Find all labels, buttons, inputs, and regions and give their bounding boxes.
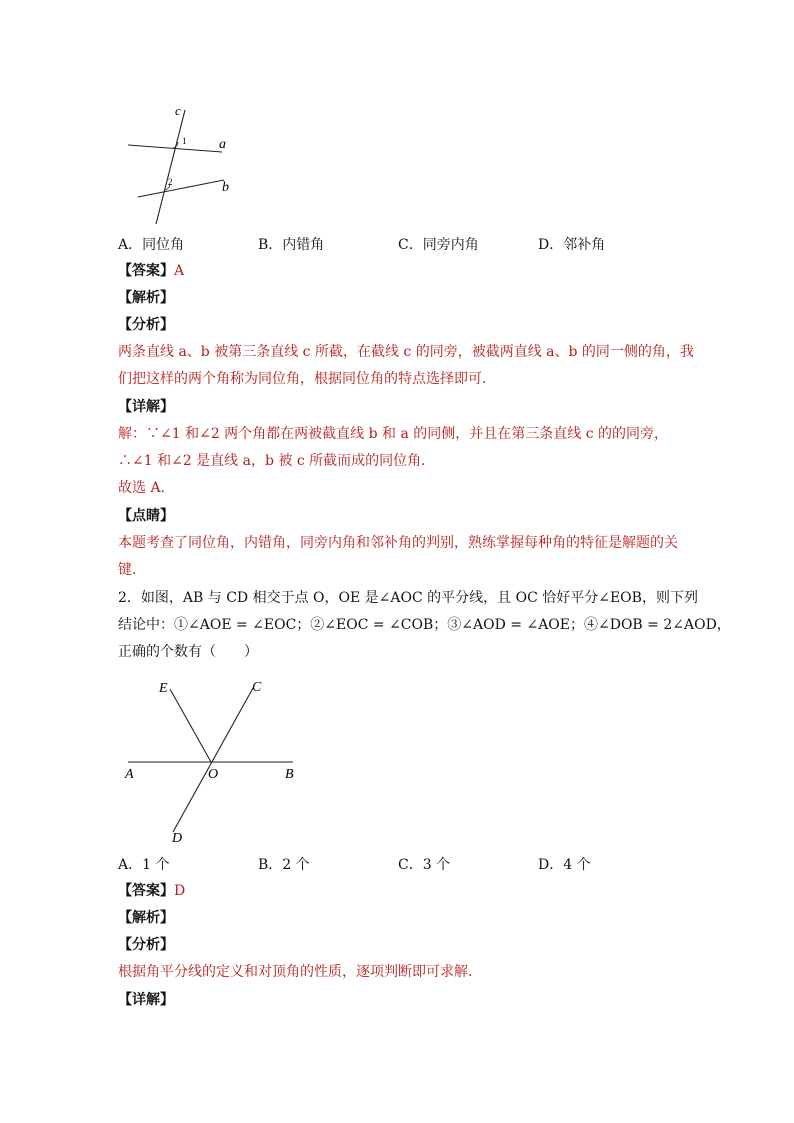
q2-answer — [118, 882, 185, 900]
q1-detail-line-2: ∴∠1 和∠2 是直线 a，b 被 c 所截而成的同位角． — [118, 453, 436, 469]
label-B: B — [285, 767, 294, 782]
ray-oe — [170, 689, 211, 762]
q1-fenxi-tag: 【分析】 — [118, 317, 174, 333]
label-b: b — [222, 180, 229, 195]
angle-1-arc — [173, 142, 178, 148]
label-D: D — [172, 831, 183, 846]
figure-transversal — [118, 100, 248, 230]
label-a: a — [219, 137, 226, 152]
q1-answer-tag: 【答案】 — [118, 263, 174, 279]
q1-fenxi-line-2: 们把这样的两个角称为同位角，根据同位角的特点选择即可． — [118, 371, 496, 387]
q1-detail-line-1: 解：∵∠1 和∠2 两个角都在两被截直线 b 和 a 的同侧，并且在第三条直线 c 的的同旁， — [118, 426, 669, 442]
q2-stem-line-1: 2．如图，AB 与 CD 相交于点 O，OE 是∠AOC 的平分线，且 OC 恰好平分∠EOB，则下列 — [118, 590, 698, 606]
q2-detail-tag: 【详解】 — [118, 992, 174, 1008]
q2-stem-line-2: 结论中：①∠AOE = ∠EOC；②∠EOC = ∠COB；③∠AOD = ∠AOE；④∠DOB = 2∠AOD， — [118, 617, 731, 633]
q2-fenxi-line-1: 根据角平分线的定义和对顶角的性质，逐项判断即可求解． — [118, 964, 482, 980]
q2-choices — [118, 854, 678, 872]
q1-answer-value: A — [174, 263, 185, 279]
q1-detail-line-3: 故选 A． — [118, 480, 175, 496]
q1-answer — [118, 262, 184, 280]
q2-answer-tag: 【答案】 — [118, 883, 174, 899]
q2-choice-c: C．3 个 — [398, 857, 451, 873]
q2-choice-d: D．4 个 — [538, 857, 591, 873]
line-b — [138, 180, 224, 197]
q1-choices — [118, 234, 678, 252]
line-c — [156, 110, 185, 224]
q1-analysis-tag: 【解析】 — [118, 290, 174, 306]
q1-choice-c: C．同旁内角 — [398, 237, 479, 253]
q2-fenxi-tag: 【分析】 — [118, 937, 174, 953]
q1-comment-tag: 【点睛】 — [118, 508, 174, 524]
q2-analysis-tag: 【解析】 — [118, 910, 174, 926]
q1-choice-a: A．同位角 — [118, 237, 185, 253]
q2-choice-b: B．2 个 — [258, 857, 310, 873]
q1-detail-tag: 【详解】 — [118, 399, 174, 415]
label-c: c — [175, 103, 181, 118]
line-cd — [173, 688, 253, 832]
label-A: A — [125, 767, 134, 782]
label-angle-2: 2 — [168, 177, 173, 187]
label-C: C — [252, 680, 262, 695]
q2-answer-value: D — [174, 883, 186, 899]
q1-choice-d: D．邻补角 — [538, 237, 606, 253]
label-O: O — [208, 767, 219, 782]
figure-angle-bisector — [118, 672, 308, 848]
q2-stem-line-3: 正确的个数有（ ） — [118, 644, 258, 660]
q1-comment-line-1: 本题考查了同位角，内错角，同旁内角和邻补角的判别，熟练掌握每种角的特征是解题的关 — [118, 535, 678, 551]
q2-choice-a: A．1 个 — [118, 857, 170, 873]
q1-comment-line-2: 键． — [118, 562, 146, 578]
label-E: E — [159, 681, 168, 696]
q1-choice-b: B．内错角 — [258, 237, 325, 253]
label-angle-1: 1 — [182, 136, 187, 146]
q1-fenxi-line-1: 两条直线 a、b 被第三条直线 c 所截，在截线 c 的同旁，被截两直线 a、b 的同一侧的角，我 — [118, 344, 694, 360]
